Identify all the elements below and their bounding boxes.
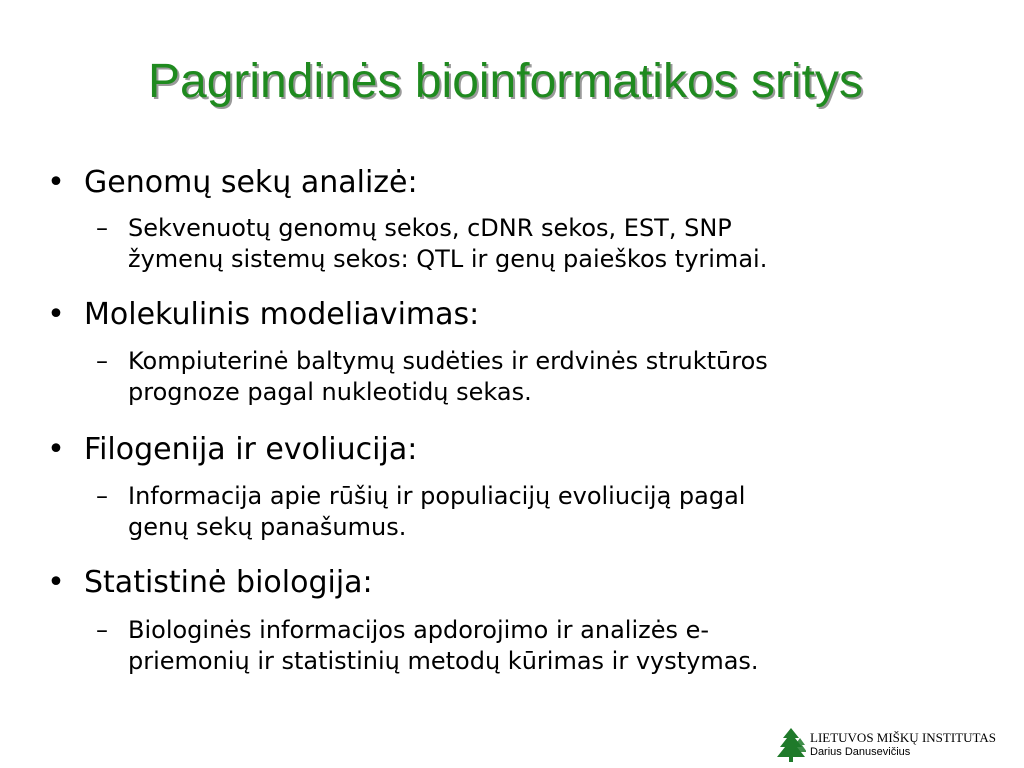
bullet-marker: • [47,297,65,332]
sub-bullet-line: priemonių ir statistinių metodų kūrimas ir vystymas. [128,647,759,675]
bullet-marker: • [47,432,65,467]
sub-bullet-text [128,213,948,275]
author-name: Darius Danusevičius [810,746,911,758]
sub-bullet-text [128,615,948,677]
sub-bullet-line: Kompiuterinė baltymų sudėties ir erdvinės struktūros [128,347,768,375]
bullet-marker: • [47,565,65,600]
sub-bullet-marker: – [96,347,108,375]
footer-institute-logo [776,726,1020,764]
bullet-marker: • [47,165,65,200]
sub-bullet-text [128,346,948,408]
sub-bullet-line: Informacija apie rūšių ir populiacijų evoliuciją pagal [128,482,746,510]
sub-bullet-line: Sekvenuotų genomų sekos, cDNR sekos, EST, SNP [128,214,732,242]
bullet-heading: Statistinė biologija: [84,565,373,600]
bullet-heading: Molekulinis modeliavimas: [84,297,480,332]
sub-bullet-line: Biologinės informacijos apdorojimo ir analizės e- [128,616,710,644]
sub-bullet-marker: – [96,616,108,644]
sub-bullet-text [128,481,948,543]
institute-name: LIETUVOS MIŠKŲ INSTITUTAS [810,730,997,745]
slide-title: Pagrindinės bioinformatikos sritys [148,55,863,108]
sub-bullet-marker: – [96,482,108,510]
bullet-heading: Genomų sekų analizė: [84,165,418,200]
sub-bullet-line: žymenų sistemų sekos: QTL ir genų paieškos tyrimai. [128,245,768,273]
sub-bullet-marker: – [96,214,108,242]
sub-bullet-line: genų sekų panašumus. [128,513,407,541]
bullet-heading: Filogenija ir evoliucija: [84,432,418,467]
fir-tree-icon [776,728,806,762]
sub-bullet-line: prognoze pagal nukleotidų sekas. [128,378,532,406]
